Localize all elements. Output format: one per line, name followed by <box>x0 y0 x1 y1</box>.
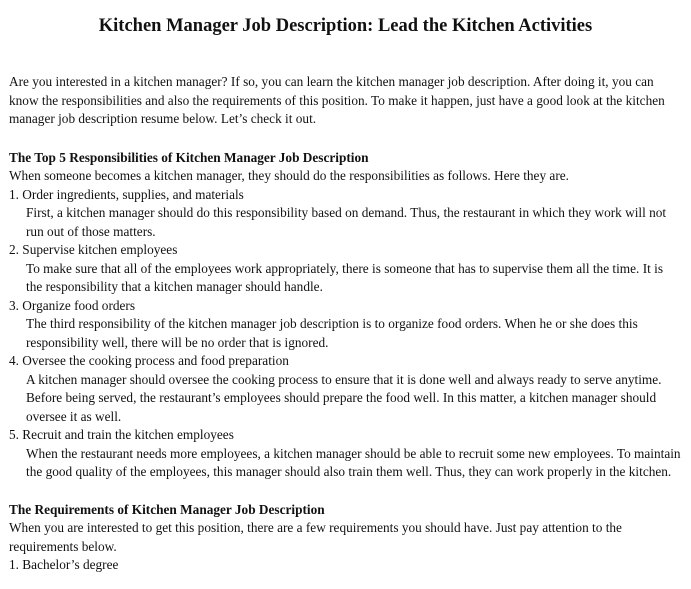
requirements-lead: When you are interested to get this position, there are a few requirements you should have. Just pay attention to the requirements below. <box>9 520 622 554</box>
list-item <box>9 241 682 297</box>
list-item <box>9 426 682 482</box>
responsibility-body: First, a kitchen manager should do this responsibility based on demand. Thus, the restaurant in which they work will not run out of those matters. <box>26 205 667 239</box>
requirements-heading: The Requirements of Kitchen Manager Job Description <box>9 501 325 517</box>
responsibility-title: 5. Recruit and train the kitchen employees <box>9 427 234 442</box>
responsibilities-lead: When someone becomes a kitchen manager, they should do the responsibilities as follows. Here they are. <box>9 168 569 183</box>
list-item <box>9 297 682 353</box>
responsibilities-list <box>9 186 682 482</box>
requirements-section <box>9 501 682 575</box>
responsibility-body: A kitchen manager should oversee the cooking process to ensure that it is done well and always ready to serve anytime. Before being served, the restaurant’s employees should prepare the food well. In this matter, a kitchen manager should oversee it as well. <box>26 371 662 424</box>
responsibilities-heading: The Top 5 Responsibilities of Kitchen Manager Job Description <box>9 149 369 165</box>
list-item <box>9 186 682 242</box>
intro-paragraph: Are you interested in a kitchen manager? If so, you can learn the kitchen manager job description. After doing it, you can know the responsibilities and also the requirements of this position. To make it happen, just have a good look at the kitchen manager job description resume below. Let’s check it out. <box>9 74 665 126</box>
responsibility-body: To make sure that all of the employees work appropriately, there is someone that has to supervise them all the time. It is the responsibility that a kitchen manager should handle. <box>26 260 664 294</box>
responsibility-title: 2. Supervise kitchen employees <box>9 242 178 257</box>
document-title: Kitchen Manager Job Description: Lead the Kitchen Activities <box>98 16 593 36</box>
responsibility-body: When the restaurant needs more employees, a kitchen manager should be able to recruit some new employees. To maintain the good quality of the employees, this manager should also train them well. Thus, they can work properly in the kitchen. <box>26 445 681 479</box>
list-item: 1. Bachelor’s degree <box>9 557 119 572</box>
responsibility-title: 4. Oversee the cooking process and food preparation <box>9 353 289 368</box>
responsibility-title: 1. Order ingredients, supplies, and materials <box>9 186 244 202</box>
requirements-list <box>9 556 682 575</box>
responsibility-title: 3. Organize food orders <box>9 297 136 313</box>
list-item <box>9 352 682 426</box>
responsibility-body: The third responsibility of the kitchen manager job description is to organize food orders. When he or she does this responsibility well, there will be no order that is ignored. <box>26 316 638 350</box>
responsibilities-section <box>9 149 682 482</box>
